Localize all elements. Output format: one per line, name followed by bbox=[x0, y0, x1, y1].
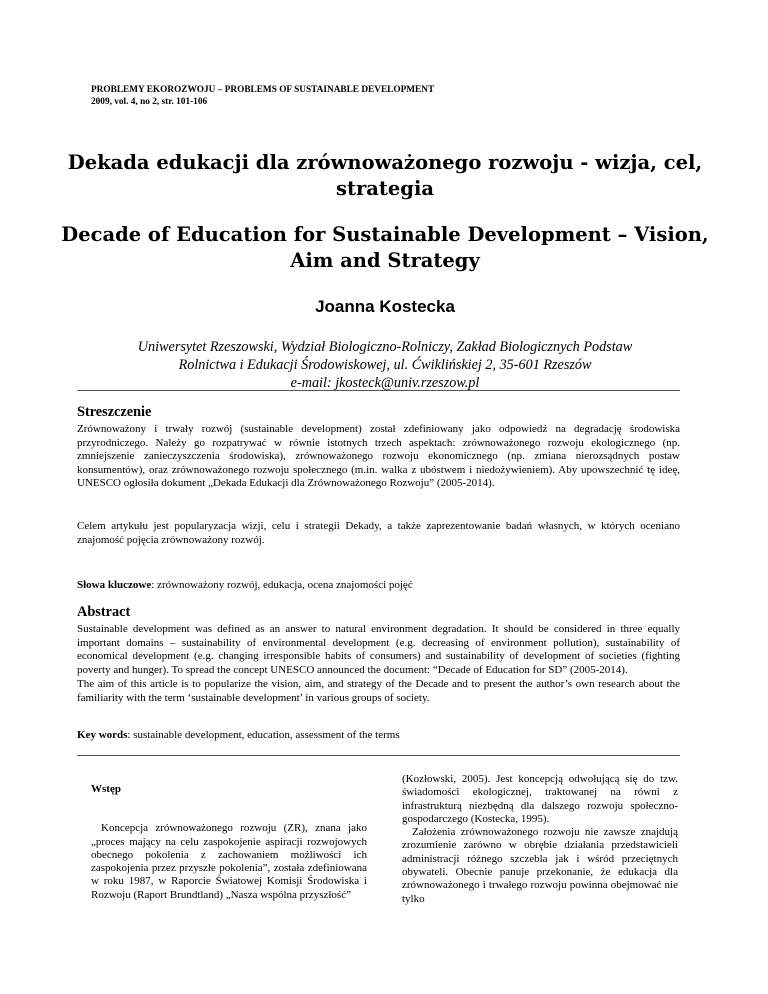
body-right-paragraph-2: Założenia zrównoważonego rozwoju nie zawsze znajdują zrozumienie zarówno w obrębie działania przedstawicieli administracji różnego szczebla jak i wśród przeciętnych obywateli. Obecnie panuje przekonanie, że edukacja dla zrównoważonego i trwałego rozwoju powinna obejmować nie tylko bbox=[402, 826, 678, 905]
divider-top bbox=[77, 390, 680, 391]
keywords-english bbox=[77, 729, 680, 741]
keywords-english-label: Key words bbox=[77, 729, 128, 741]
streszczenie-paragraph-2: Celem artykułu jest popularyzacja wizji, celu i strategii Dekady, a także zaprezentowanie badań własnych, w których oceniano znajomość pojęcia zrównoważony rozwój. bbox=[77, 520, 680, 546]
body-column-right bbox=[402, 773, 678, 906]
journal-header bbox=[91, 84, 434, 108]
keywords-english-text: : sustainable development, education, assessment of the terms bbox=[127, 729, 400, 741]
affiliation-line-1: Uniwersytet Rzeszowski, Wydział Biologiczno-Rolniczy, Zakład Biologicznych Podstaw bbox=[137, 339, 633, 355]
abstract-paragraph-1: Sustainable development was defined as an answer to natural environment degradation. It should be considered in three equally important domains – sustainability of environmental development (e.g. decreasing of environment pollution), sustainability of economical development (e.g. changing irresponsible habits of consumers) and sustainability of development of societies (fighting poverty and hunger). To spread the concept UNESCO announced the document: “Decade of Education for SD” (2005-2014). bbox=[77, 623, 680, 676]
journal-issue: 2009, vol. 4, no 2, str. 101-106 bbox=[91, 97, 208, 107]
body-right-paragraph-1: (Kozłowski, 2005). Jest koncepcją odwołującą się do tzw. świadomości ekologicznej, traktowanej na równi z infrastrukturą niezbędną dla dalszego rozwoju społeczno-gospodarczego (Kostecka, 1995). bbox=[402, 773, 678, 825]
abstract-heading: Abstract bbox=[77, 604, 131, 620]
title-english: Decade of Education for Sustainable Development – Vision, Aim and Strategy bbox=[61, 223, 709, 272]
keywords-polish bbox=[77, 579, 680, 591]
author-name: Joanna Kostecka bbox=[315, 297, 455, 316]
intro-heading: Wstęp bbox=[91, 783, 121, 795]
author-email[interactable]: e-mail: jkosteck@univ.rzeszow.pl bbox=[290, 375, 480, 391]
affiliation-line-2: Rolnictwa i Edukacji Środowiskowej, ul. Ćwiklińskiej 2, 35-601 Rzeszów bbox=[178, 357, 592, 373]
keywords-polish-label: Słowa kluczowe bbox=[77, 579, 152, 591]
divider-bottom bbox=[77, 755, 680, 756]
abstract-paragraph-2: The aim of this article is to popularize the vision, aim, and strategy of the Decade and to present the author’s own research about the familiarity with the term ‘sustainable development’ in various groups of society. bbox=[77, 678, 680, 704]
body-column-left bbox=[91, 773, 367, 902]
title-polish: Dekada edukacji dla zrównoważonego rozwoju - wizja, cel, strategia bbox=[67, 151, 703, 200]
journal-name: PROBLEMY EKOROZWOJU – PROBLEMS OF SUSTAINABLE DEVELOPMENT bbox=[91, 85, 435, 95]
body-left-paragraph-1: Koncepcja zrównoważonego rozwoju (ZR), znana jako „proces mający na celu zaspokojenie aspiracji rozwojowych obecnego pokolenia z zachowaniem możliwości ich zaspokojenia przez przyszłe pokolenia”, została zdefiniowana w roku 1987, w Raporcie Światowej Komisji Środowiska i Rozwoju (Raport Brundtland) „Nasza wspólna przyszłość” bbox=[91, 822, 367, 901]
streszczenie-heading: Streszczenie bbox=[77, 404, 152, 420]
keywords-polish-text: : zrównoważony rozwój, edukacja, ocena znajomości pojęć bbox=[151, 579, 413, 591]
streszczenie-paragraph-1: Zrównoważony i trwały rozwój (sustainable development) został zdefiniowany jako odpowiedź na degradację środowiska przyrodniczego. Należy go rozpatrywać w równie istotnych trzech aspektach: zrównoważonego rozwoju ekologicznego (np. zmniejszenie zanieczyszczenia środowiska), zrównoważonego rozwoju ekonomicznego (np. zmiana nierozsądnych postaw konsumentów), oraz zrównoważonego rozwoju społecznego (m.in. walka z ubóstwem i niedożywieniem). Aby upowszechnić tę ideę, UNESCO ogłosiła dokument „Dekada Edukacji dla Zrównoważonego Rozwoju” (2005-2014). bbox=[77, 423, 680, 489]
affiliation bbox=[90, 338, 680, 392]
